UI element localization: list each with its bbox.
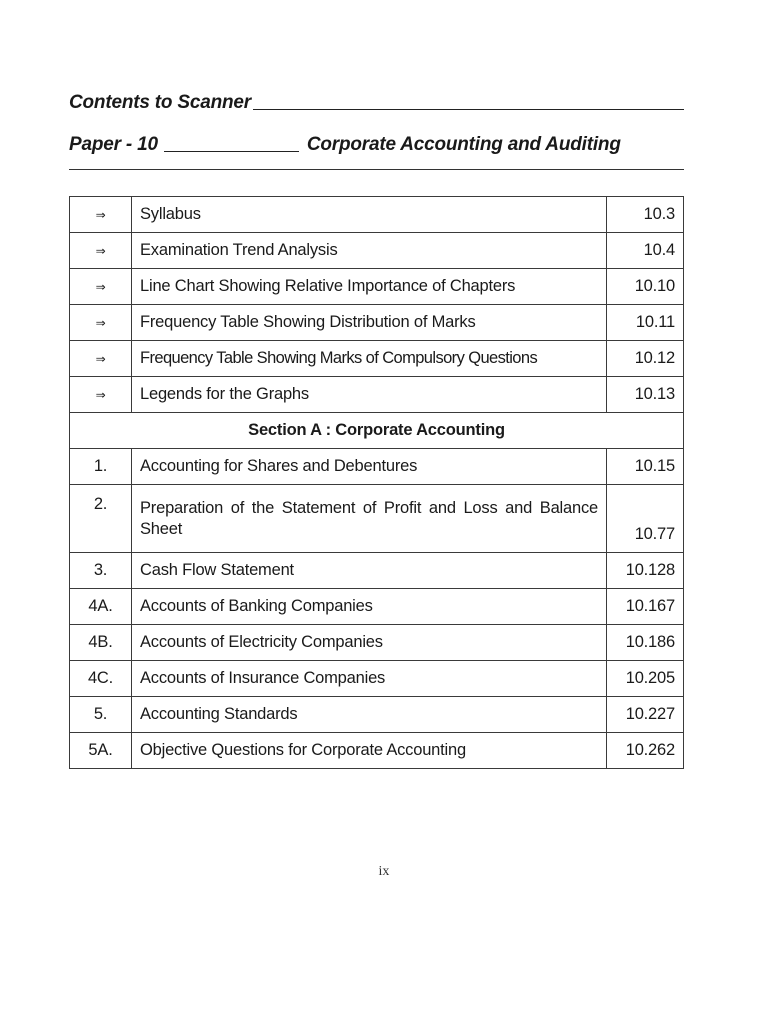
item-page: 10.11 — [607, 305, 684, 341]
chapter-number: 4A. — [70, 589, 132, 625]
table-row — [70, 269, 684, 305]
chapter-page: 10.262 — [607, 733, 684, 769]
item-title: Examination Trend Analysis — [132, 233, 607, 269]
heading-divider — [69, 169, 684, 170]
contents-table — [69, 196, 684, 769]
chapter-title: Preparation of the Statement of Profit and Loss and Balance Sheet — [132, 485, 607, 553]
paper-rule — [164, 151, 299, 152]
paper-title: Corporate Accounting and Auditing — [306, 134, 621, 155]
chapter-page: 10.128 — [607, 553, 684, 589]
section-header-row — [70, 413, 684, 449]
chapter-number: 2. — [70, 485, 132, 553]
item-page: 10.13 — [607, 377, 684, 413]
table-row — [70, 449, 684, 485]
table-row — [70, 553, 684, 589]
chapter-title: Accounts of Banking Companies — [132, 589, 607, 625]
item-title: Line Chart Showing Relative Importance of Chapters — [132, 269, 607, 305]
table-row — [70, 485, 684, 553]
chapter-page: 10.186 — [607, 625, 684, 661]
table-row — [70, 661, 684, 697]
table-row — [70, 697, 684, 733]
item-page: 10.3 — [607, 197, 684, 233]
item-title: Frequency Table Showing Marks of Compulsory Questions — [132, 341, 607, 377]
heading-rule — [253, 109, 684, 110]
item-page: 10.12 — [607, 341, 684, 377]
arrow-icon: ⇒ — [70, 233, 132, 269]
table-row — [70, 589, 684, 625]
chapter-number: 5. — [70, 697, 132, 733]
item-title: Frequency Table Showing Distribution of Marks — [132, 305, 607, 341]
table-row — [70, 733, 684, 769]
chapter-page: 10.167 — [607, 589, 684, 625]
item-page: 10.10 — [607, 269, 684, 305]
chapter-number: 5A. — [70, 733, 132, 769]
chapter-number: 1. — [70, 449, 132, 485]
page-number: ix — [378, 864, 390, 879]
chapter-title: Accounts of Electricity Companies — [132, 625, 607, 661]
chapter-number: 3. — [70, 553, 132, 589]
paper-heading — [69, 134, 684, 156]
chapter-page: 10.77 — [607, 485, 684, 553]
chapter-title: Accounting for Shares and Debentures — [132, 449, 607, 485]
item-page: 10.4 — [607, 233, 684, 269]
chapter-page: 10.205 — [607, 661, 684, 697]
arrow-icon: ⇒ — [70, 377, 132, 413]
contents-title: Contents to Scanner — [69, 92, 251, 113]
table-row — [70, 377, 684, 413]
table-row — [70, 305, 684, 341]
chapter-page: 10.227 — [607, 697, 684, 733]
chapter-title: Objective Questions for Corporate Accounting — [132, 733, 607, 769]
arrow-icon: ⇒ — [70, 305, 132, 341]
item-title: Legends for the Graphs — [132, 377, 607, 413]
section-title: Section A : Corporate Accounting — [70, 413, 684, 449]
chapter-number: 4C. — [70, 661, 132, 697]
table-row — [70, 341, 684, 377]
item-title: Syllabus — [132, 197, 607, 233]
arrow-icon: ⇒ — [70, 269, 132, 305]
table-row — [70, 197, 684, 233]
chapter-number: 4B. — [70, 625, 132, 661]
contents-heading — [69, 92, 684, 114]
arrow-icon: ⇒ — [70, 197, 132, 233]
chapter-title: Accounting Standards — [132, 697, 607, 733]
table-row — [70, 233, 684, 269]
chapter-page: 10.15 — [607, 449, 684, 485]
arrow-icon: ⇒ — [70, 341, 132, 377]
chapter-title: Cash Flow Statement — [132, 553, 607, 589]
chapter-title: Accounts of Insurance Companies — [132, 661, 607, 697]
table-row — [70, 625, 684, 661]
paper-label: Paper - 10 — [69, 134, 158, 155]
